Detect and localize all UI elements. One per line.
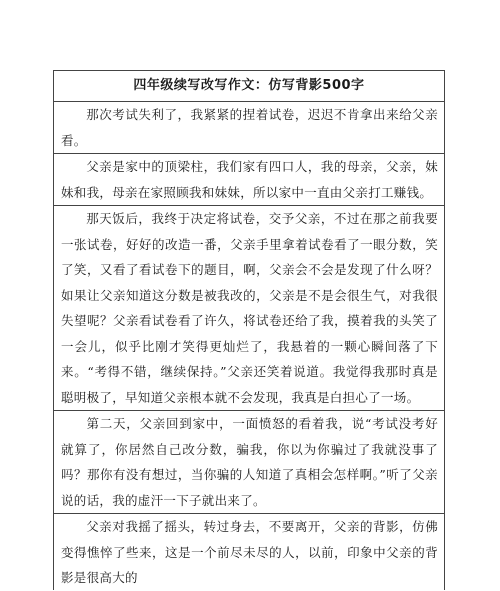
paragraph (54, 514, 444, 591)
paragraph-text: 那次考试失利了，我紧紧的捏着试卷，迟迟不肯拿出来给父亲看。 (61, 107, 438, 148)
paragraph-text: 那天饭后，我终于决定将试卷，交予父亲，不过在那之前我要一张试卷，好好的改造一番，父亲手里拿着试卷看了一眼分数，笑了笑，又看了看试卷下的题目，啊，父亲会不会是发现了什么呀？如果让父亲知道这分数是被我改的，父亲是不是会很生气，对我很失望呢？父亲看试卷看了许久，将试卷还给了我，摸着我的头笑了一会儿，似乎比刚才笑得更灿烂了，我悬着的一颗心瞬间落了下来。“考得不错，继续保持。”父亲还笑着说道。我觉得我那时真是聪明极了，早知道父亲根本就不会发现，我真是白担心了一场。 (61, 211, 438, 405)
paragraph (54, 411, 444, 514)
paragraph (54, 102, 444, 154)
paragraph-text: 父亲对我摇了摇头，转过身去，不要离开，父亲的背影，仿佛变得憔悴了些来，这是一个前尽未尽的人，以前，印象中父亲的背影是很高大的 (61, 519, 438, 585)
paragraph-text: 父亲是家中的顶梁柱，我们家有四口人，我的母亲，父亲，妹妹和我，母亲在家照顾我和妹妹，所以家中一直由父亲打工赚钱。 (61, 159, 438, 200)
paragraph (54, 154, 444, 206)
document-title: 四年级续写改写作文：仿写背影500字 (54, 71, 444, 102)
paragraph (54, 206, 444, 411)
paragraph-text: 第二天，父亲回到家中，一面愤怒的看着我，说“考试没考好就算了，你居然自己改分数，骗我，你以为你骗过了我就没事了吗？那你有没有想过，当你骗的人知道了真相会怎样啊。”听了父亲说的话，我的虚汗一下子就出来了。 (61, 416, 438, 508)
document-table (53, 70, 445, 590)
